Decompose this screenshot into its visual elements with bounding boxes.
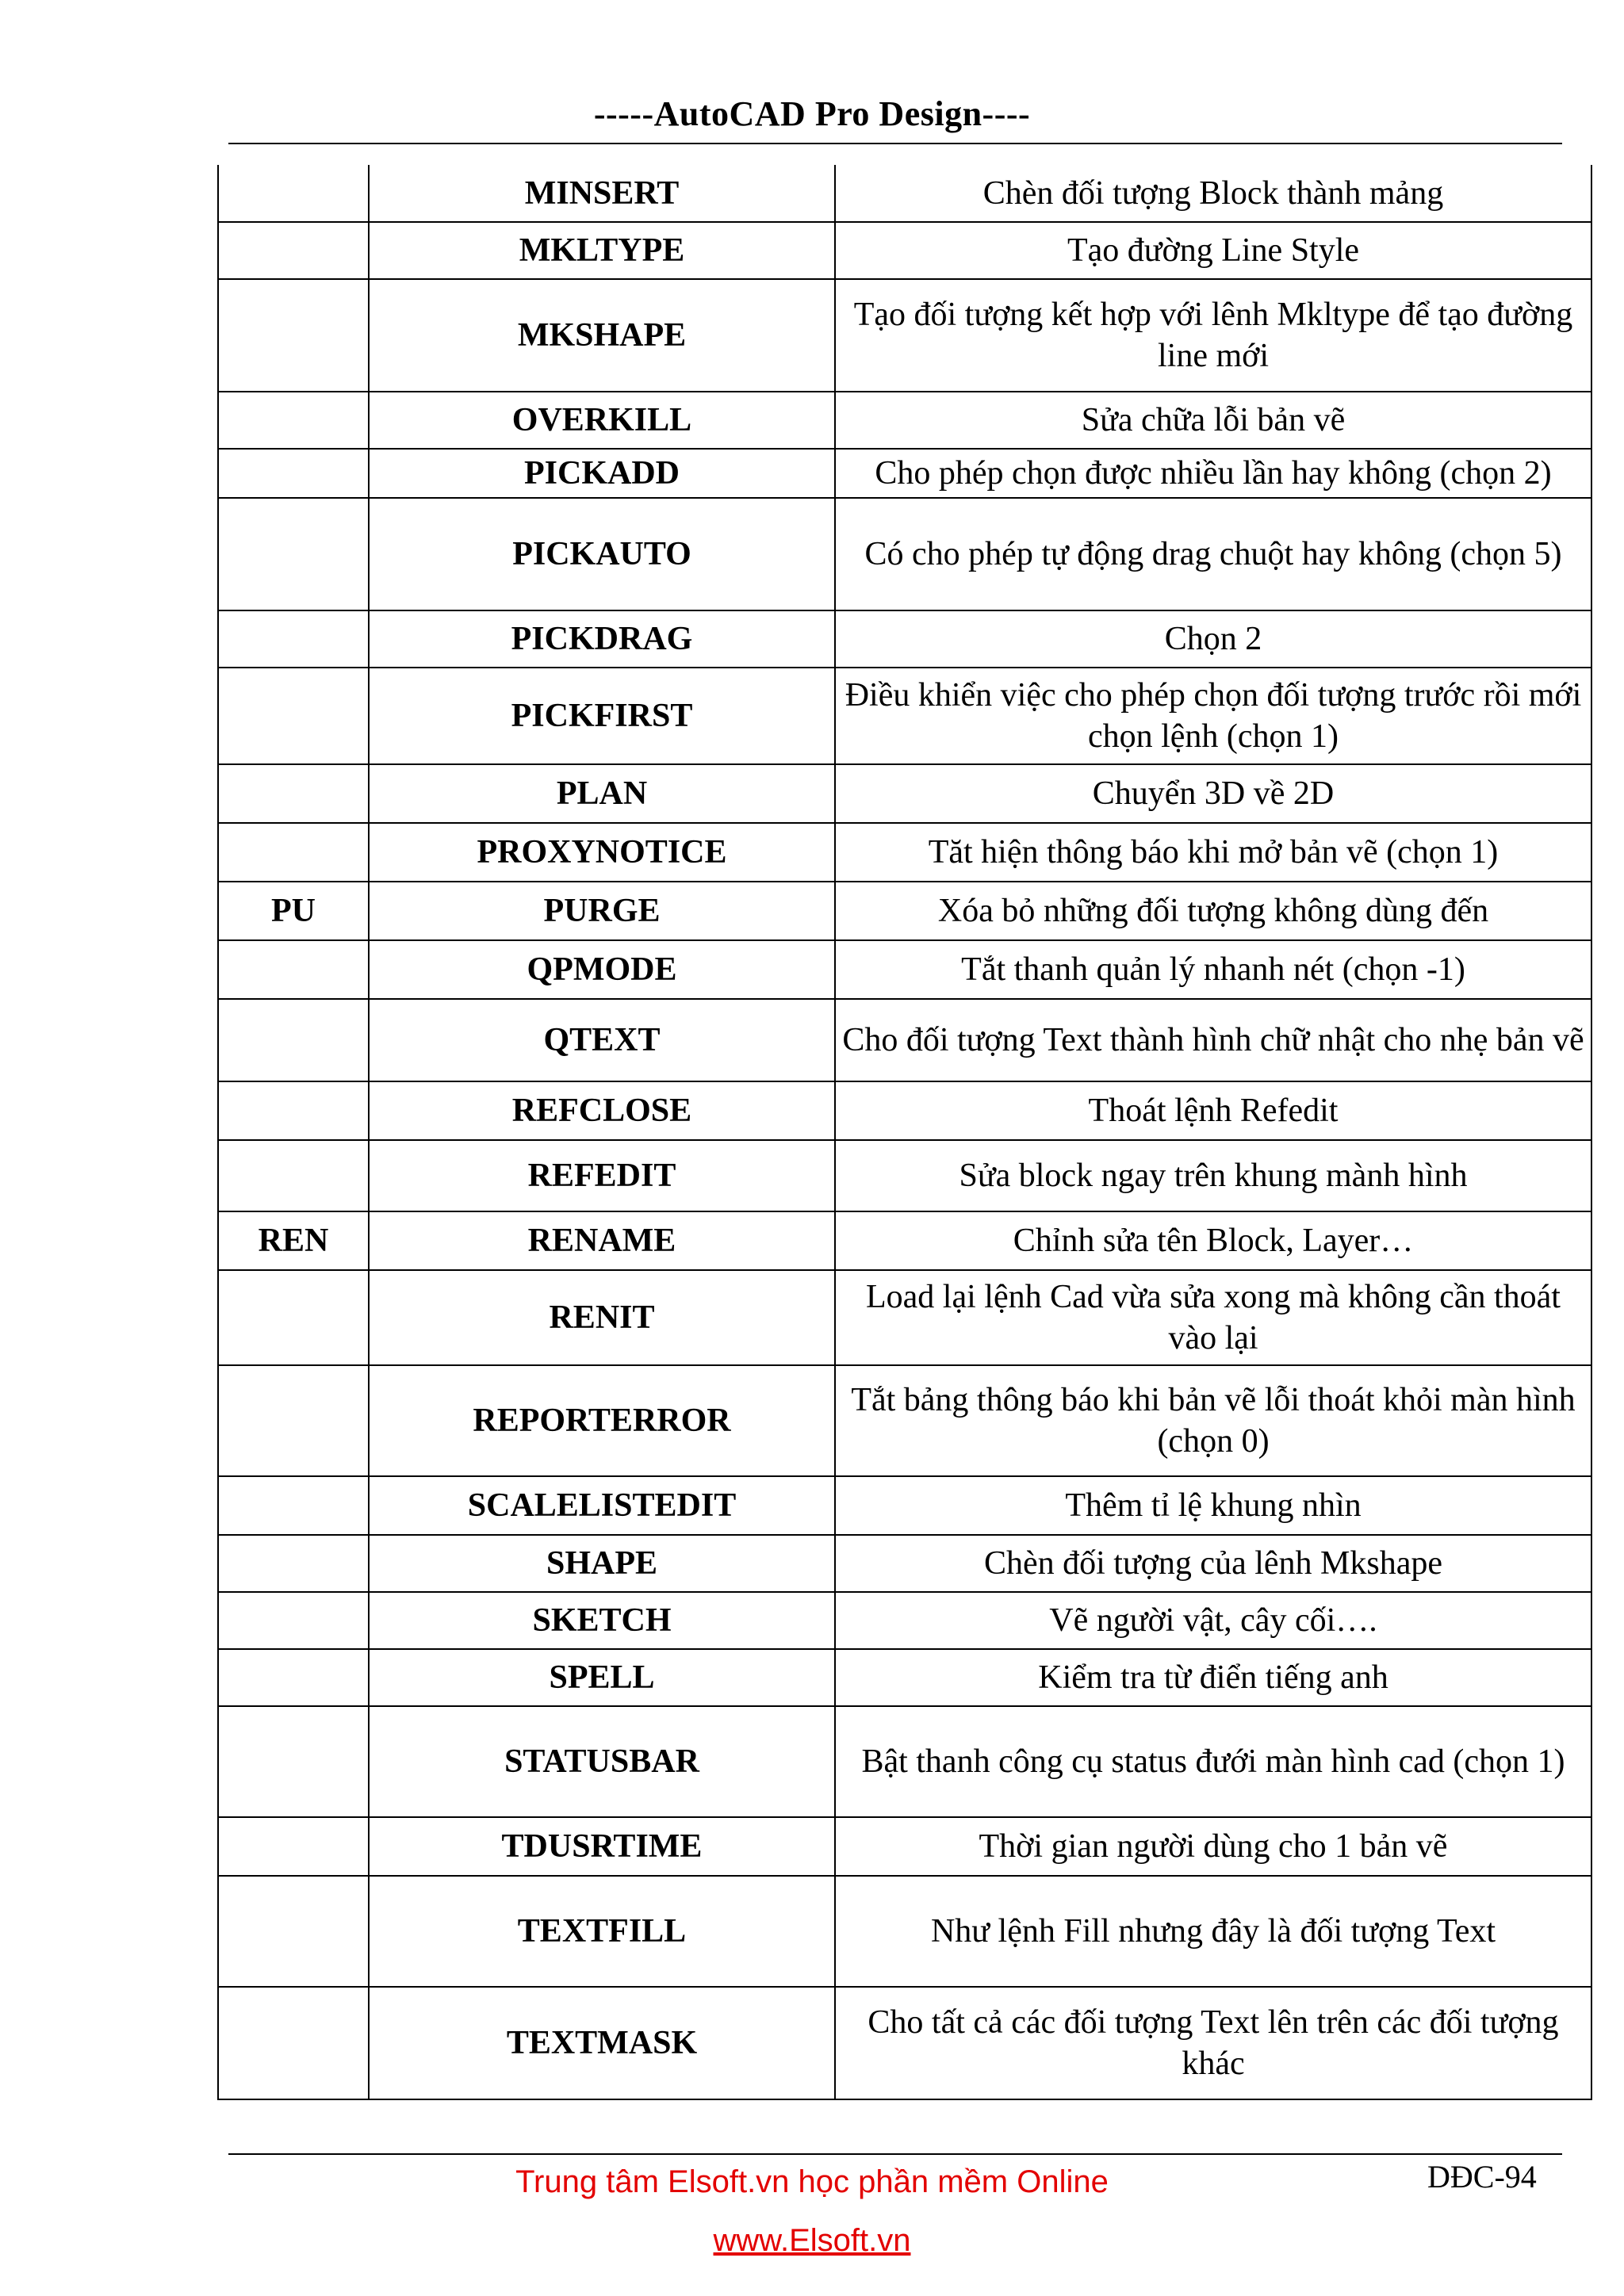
command-cell: PURGE [369,882,835,940]
alias-cell [218,1270,369,1365]
table-row [218,1876,1591,1987]
command-cell: SKETCH [369,1592,835,1649]
command-cell: TEXTFILL [369,1876,835,1987]
table-row [218,1365,1591,1476]
description-cell: Thoát lệnh Refedit [835,1081,1591,1140]
table-row [218,1649,1591,1706]
alias-cell [218,1081,369,1140]
table-row [218,940,1591,999]
table-row [218,882,1591,940]
table-row [218,279,1591,392]
header-divider [228,143,1562,144]
alias-cell [218,498,369,610]
alias-cell [218,222,369,279]
command-cell: MINSERT [369,165,835,222]
command-cell: REFCLOSE [369,1081,835,1140]
table-row [218,222,1591,279]
alias-cell [218,1649,369,1706]
table-row [218,1987,1591,2099]
command-cell: TEXTMASK [369,1987,835,2099]
table-row [218,449,1591,498]
description-cell: Vẽ người vật, cây cối…. [835,1592,1591,1649]
command-cell: RENAME [369,1211,835,1270]
table-row [218,1211,1591,1270]
alias-cell [218,279,369,392]
alias-cell [218,1706,369,1817]
description-cell: Cho phép chọn được nhiều lần hay không (chọn 2) [835,449,1591,498]
alias-cell [218,1876,369,1987]
table-row [218,1817,1591,1876]
table-row [218,1592,1591,1649]
command-cell: OVERKILL [369,392,835,449]
page-header-title: -----AutoCAD Pro Design---- [593,94,1031,133]
alias-cell [218,1817,369,1876]
alias-cell [218,1987,369,2099]
command-table [217,165,1592,2100]
table-row [218,1270,1591,1365]
command-cell: PLAN [369,764,835,823]
alias-cell [218,940,369,999]
description-cell: Kiểm tra từ điển tiếng anh [835,1649,1591,1706]
table-row [218,392,1591,449]
table-row [218,1140,1591,1211]
command-cell: PICKFIRST [369,668,835,764]
description-cell: Thời gian người dùng cho 1 bản vẽ [835,1817,1591,1876]
description-cell: Load lại lệnh Cad vừa sửa xong mà không cần thoát vào lại [835,1270,1591,1365]
command-cell: TDUSRTIME [369,1817,835,1876]
command-cell: QTEXT [369,999,835,1081]
alias-cell [218,392,369,449]
footer-center-text: Trung tâm Elsoft.vn học phần mềm Online [515,2164,1109,2199]
table-row [218,610,1591,668]
alias-cell [218,610,369,668]
alias-cell [218,449,369,498]
description-cell: Tạo đối tượng kết hợp với lênh Mkltype để tạo đường line mới [835,279,1591,392]
description-cell: Chọn 2 [835,610,1591,668]
table-row [218,668,1591,764]
description-cell: Cho tất cả các đối tượng Text lên trên các đối tượng khác [835,1987,1591,2099]
alias-cell [218,1140,369,1211]
table-row [218,1535,1591,1592]
description-cell: Sửa block ngay trên khung mành hình [835,1140,1591,1211]
description-cell: Tắt thanh quản lý nhanh nét (chọn -1) [835,940,1591,999]
table-row [218,165,1591,222]
command-cell: PICKAUTO [369,498,835,610]
table-row [218,1476,1591,1535]
command-cell: SHAPE [369,1535,835,1592]
alias-cell [218,1535,369,1592]
description-cell: Điều khiển việc cho phép chọn đối tượng trước rồi mới chọn lệnh (chọn 1) [835,668,1591,764]
page-number: DĐC-94 [1427,2159,1537,2195]
alias-cell [218,1365,369,1476]
description-cell: Cho đối tượng Text thành hình chữ nhật cho nhẹ bản vẽ [835,999,1591,1081]
table-row [218,764,1591,823]
description-cell: Như lệnh Fill nhưng đây là đối tượng Text [835,1876,1591,1987]
command-cell: MKSHAPE [369,279,835,392]
command-cell: MKLTYPE [369,222,835,279]
alias-cell [218,823,369,882]
alias-cell [218,999,369,1081]
description-cell: Thêm tỉ lệ khung nhìn [835,1476,1591,1535]
footer-website-link[interactable]: www.Elsoft.vn [713,2223,911,2258]
command-cell: PICKDRAG [369,610,835,668]
command-cell: RENIT [369,1270,835,1365]
alias-cell: PU [218,882,369,940]
command-cell: PROXYNOTICE [369,823,835,882]
description-cell: Tắt bảng thông báo khi bản vẽ lỗi thoát khỏi màn hình (chọn 0) [835,1365,1591,1476]
command-cell: SPELL [369,1649,835,1706]
alias-cell [218,1592,369,1649]
description-cell: Chèn đối tượng của lênh Mkshape [835,1535,1591,1592]
command-cell: REFEDIT [369,1140,835,1211]
command-cell: QPMODE [369,940,835,999]
alias-cell [218,1476,369,1535]
command-cell: REPORTERROR [369,1365,835,1476]
alias-cell: REN [218,1211,369,1270]
description-cell: Bật thanh công cụ status đưới màn hình cad (chọn 1) [835,1706,1591,1817]
command-cell: PICKADD [369,449,835,498]
alias-cell [218,165,369,222]
description-cell: Chèn đối tượng Block thành mảng [835,165,1591,222]
table-row [218,498,1591,610]
description-cell: Tăt hiện thông báo khi mở bản vẽ (chọn 1) [835,823,1591,882]
description-cell: Chuyển 3D về 2D [835,764,1591,823]
table-row [218,999,1591,1081]
description-cell: Chỉnh sửa tên Block, Layer… [835,1211,1591,1270]
description-cell: Sửa chữa lỗi bản vẽ [835,392,1591,449]
description-cell: Có cho phép tự động drag chuột hay không (chọn 5) [835,498,1591,610]
command-cell: SCALELISTEDIT [369,1476,835,1535]
alias-cell [218,764,369,823]
command-cell: STATUSBAR [369,1706,835,1817]
description-cell: Tạo đường Line Style [835,222,1591,279]
alias-cell [218,668,369,764]
table-row [218,1081,1591,1140]
command-table-body [218,165,1591,2099]
footer-divider [228,2153,1562,2155]
table-row [218,823,1591,882]
description-cell: Xóa bỏ những đối tượng không dùng đến [835,882,1591,940]
table-row [218,1706,1591,1817]
